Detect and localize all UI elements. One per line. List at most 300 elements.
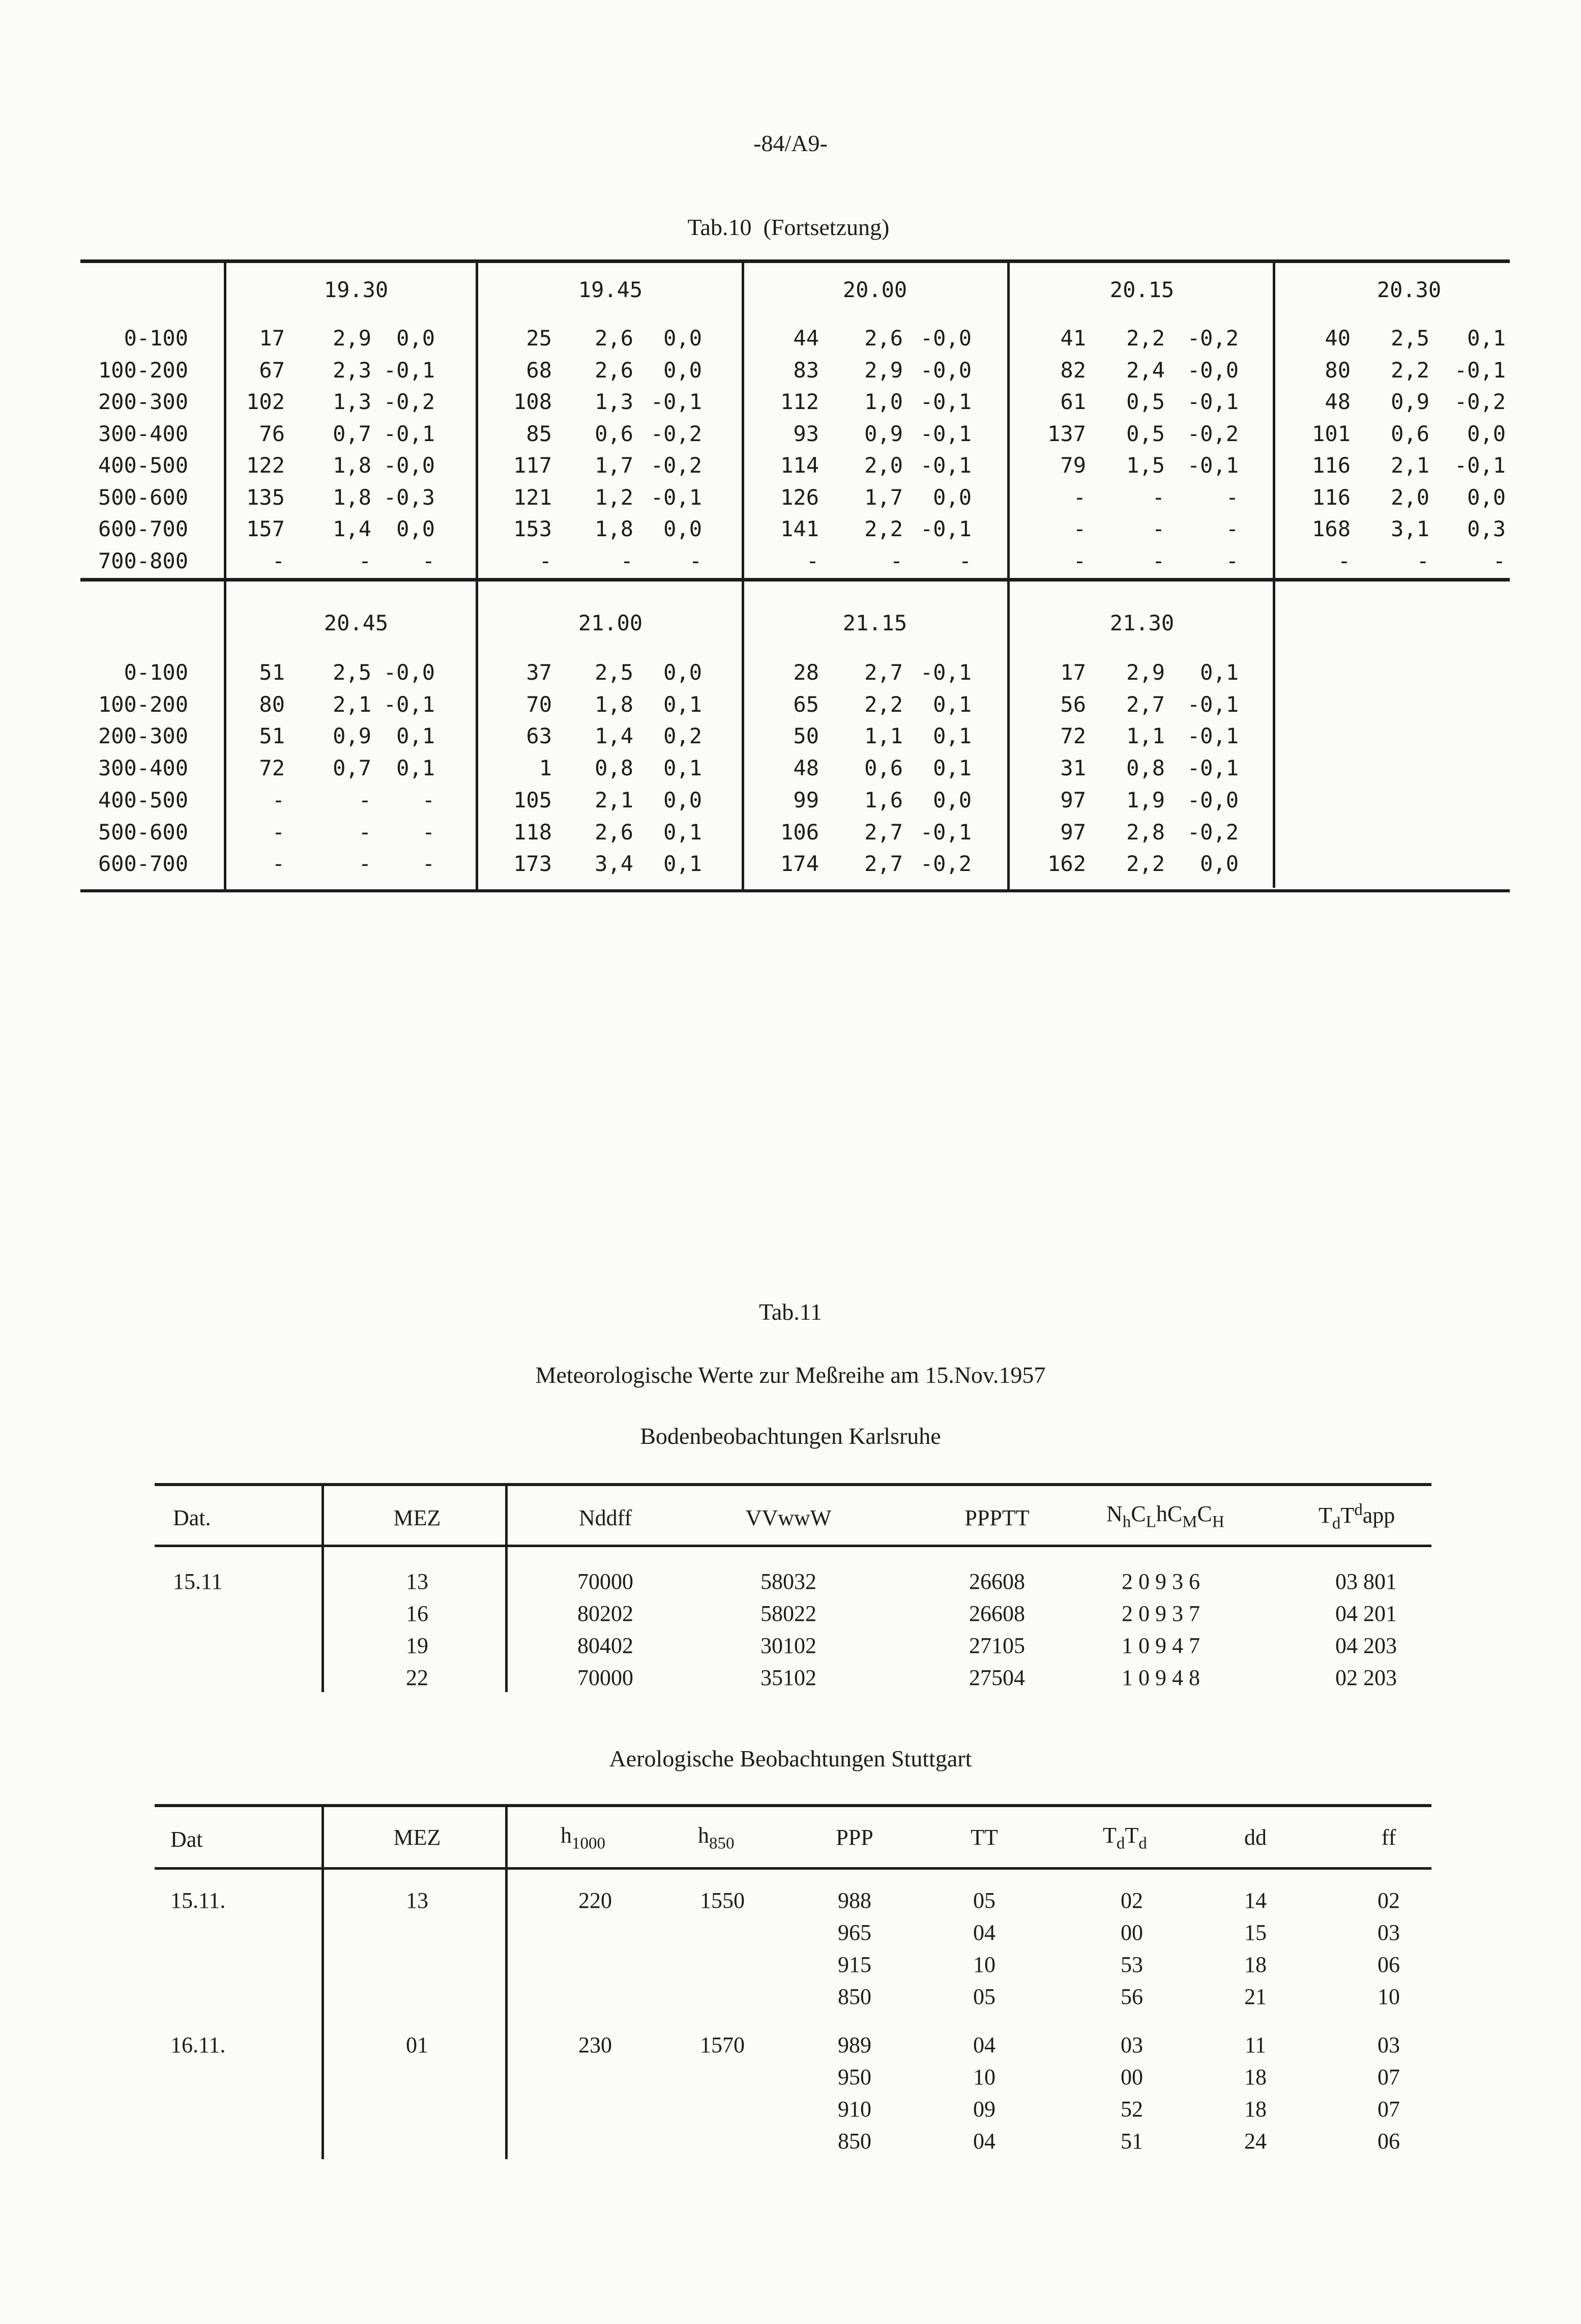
tab10-block1-cell: 0,5 — [1126, 389, 1165, 414]
aero-cell-value: 09 — [973, 2097, 996, 2122]
tab10-block1-cell: 2,6 — [595, 326, 633, 351]
tab10-block2-cell: - — [358, 851, 371, 877]
tab10-block1-cell: 102 — [246, 389, 285, 414]
tab10-block2-cell: 0,2 — [663, 723, 702, 749]
boden-header-nh-sub: h — [1122, 1513, 1131, 1531]
tab10-block1-cell: 0,0 — [663, 326, 702, 351]
tab10-block1-cell: 0,0 — [663, 357, 702, 383]
tab10-block1-cell: - — [272, 548, 285, 573]
tab10-block2-cell: 0,1 — [396, 723, 435, 749]
tab10-block1-cell: -0,2 — [650, 421, 702, 446]
aero-cell-value: 07 — [1378, 2097, 1400, 2122]
aero-cell-mez: 13 — [406, 1888, 428, 1913]
aero-header-h850-h: h — [698, 1823, 709, 1848]
tab10-block1-row-label: 500-600 — [98, 484, 188, 510]
tab10-block1-row-label: 700-800 — [98, 548, 188, 573]
aero-header-tdtd — [1103, 1822, 1147, 1853]
tab10-block1-cell: - — [689, 548, 702, 573]
boden-cell-cloud: 1 0 9 4 7 — [1122, 1633, 1200, 1658]
tab10-block1-cell: 2,6 — [595, 357, 633, 383]
aero-vline-1 — [321, 1806, 324, 2159]
boden-header-tdapp — [1319, 1501, 1395, 1533]
tab10-block2-cell: - — [358, 787, 371, 812]
tab10-block2-cell: 105 — [513, 787, 552, 812]
tab10-block1-cell: 126 — [780, 484, 819, 510]
aero-cell-value: 18 — [1244, 2097, 1267, 2122]
tab10-block1-cell: - — [1416, 548, 1429, 573]
tab10-block2-cell: 1,9 — [1126, 787, 1165, 812]
tab10-block1-cell: 76 — [259, 421, 285, 446]
tab10-block2-cell: 2,7 — [864, 851, 903, 877]
tab10-block1-cell: - — [1152, 548, 1165, 573]
tab10-block1-cell: 1,3 — [595, 389, 633, 414]
aero-cell-value: 03 — [1121, 2032, 1143, 2057]
tab10-block2-cell: 0,1 — [1200, 660, 1239, 685]
boden-header-ch-sub: H — [1212, 1513, 1224, 1531]
boden-header-cl: C — [1131, 1501, 1146, 1526]
tab10-block2-row-label: 200-300 — [98, 723, 188, 749]
boden-header-mez: MEZ — [393, 1505, 441, 1530]
tab10-block1-cell: 85 — [526, 421, 552, 446]
tab10-vline-5 — [1273, 262, 1275, 888]
boden-head-rule — [155, 1545, 1431, 1547]
tab10-block1-cell: -0,1 — [383, 421, 435, 446]
page-number: -84/A9- — [753, 130, 828, 156]
boden-header-cm-sub: M — [1182, 1513, 1197, 1531]
boden-header-vvwww: VVwwW — [745, 1505, 832, 1530]
boden-cell-mez: 13 — [406, 1569, 428, 1594]
boden-header-td2-sub: d — [1354, 1501, 1363, 1519]
boden-top-rule — [155, 1483, 1431, 1486]
tab10-block1-cell: 2,2 — [864, 516, 903, 541]
tab10-block2-cell: -0,2 — [920, 851, 972, 877]
tab10-block1-cell: 0,1 — [1467, 326, 1506, 351]
aero-cell-value: 51 — [1121, 2129, 1143, 2154]
tab10-block1-cell: 2,9 — [333, 326, 371, 351]
tab10-block2-cell: 173 — [513, 851, 552, 877]
boden-cell-nddff: 70000 — [577, 1665, 633, 1690]
tab10-block1-cell: 1,8 — [333, 453, 371, 478]
tab10-block1-cell: 82 — [1060, 357, 1086, 383]
tab10-block1-row-label: 300-400 — [98, 421, 188, 446]
tab10-block1-cell: 0,0 — [1467, 484, 1506, 510]
tab10-block2-cell: 1,6 — [864, 787, 903, 812]
aero-subtitle: Aerologische Beobachtungen Stuttgart — [609, 1746, 972, 1771]
tab10-block2-cell: 1,4 — [595, 723, 633, 749]
tab10-block2-cell: - — [422, 851, 435, 877]
tab10-block2-cell: 0,0 — [1200, 851, 1239, 877]
tab10-block2-cell: 99 — [793, 787, 819, 812]
tab10-block2-cell: 2,7 — [1126, 691, 1165, 717]
tab10-block1-row-label: 200-300 — [98, 389, 188, 414]
aero-cell-value: 850 — [838, 1984, 871, 2009]
tab10-block2-cell: 0,1 — [933, 723, 972, 749]
tab10-block1-cell: 2,5 — [1391, 326, 1429, 351]
tab10-block1-cell: 41 — [1060, 326, 1086, 351]
aero-top-rule — [155, 1804, 1431, 1807]
tab10-block1-cell: -0,1 — [650, 389, 702, 414]
tab10-block1-cell: -0,2 — [1187, 326, 1239, 351]
tab10-block2-cell: 2,5 — [595, 660, 633, 685]
tab10-block1-cell: 1,7 — [864, 484, 903, 510]
boden-cell-ppptt: 26608 — [969, 1601, 1025, 1626]
tab10-block1-cell: -0,1 — [920, 516, 972, 541]
aero-cell-value: 965 — [838, 1920, 871, 1945]
boden-header-nddff: Nddff — [578, 1505, 632, 1530]
aero-cell-value: 988 — [838, 1888, 871, 1913]
tab10-block1-cell: 2,9 — [864, 357, 903, 383]
aero-cell-value: 04 — [973, 2032, 996, 2057]
aero-cell-value: 02 — [1378, 1888, 1400, 1913]
aero-cell-h850: 1550 — [700, 1888, 745, 1913]
tab10-block1-cell: -0,0 — [383, 453, 435, 478]
tab10-block2-cell: 31 — [1060, 756, 1086, 781]
tab10-block1-cell: 0,0 — [663, 516, 702, 541]
tab10-block2-cell: 3,4 — [595, 851, 633, 877]
tab10-block1-cell: 168 — [1312, 516, 1351, 541]
tab10-block1-time-3: 20.15 — [1109, 277, 1175, 302]
tab10-block1-cell: 0,0 — [1467, 421, 1506, 446]
tab10-block2-cell: -0,1 — [383, 691, 435, 717]
boden-cell-vvwww: 58032 — [760, 1569, 816, 1594]
tab10-block2-cell: 0,8 — [595, 756, 633, 781]
tab10-block2-cell: 97 — [1060, 787, 1086, 812]
tab10-block1-cell: - — [806, 548, 819, 573]
aero-cell-h850: 1570 — [700, 2032, 745, 2057]
boden-header-td2: T — [1340, 1502, 1355, 1528]
aero-cell-value: 24 — [1244, 2129, 1267, 2154]
boden-cell-cloud: 2 0 9 3 7 — [1122, 1601, 1200, 1626]
tab10-block2-cell: 56 — [1060, 691, 1086, 717]
tab10-block1-cell: -0,1 — [383, 357, 435, 383]
aero-cell-value: 10 — [973, 1952, 996, 1977]
aero-header-tdtd2: T — [1125, 1823, 1139, 1848]
aero-cell-value: 10 — [1378, 1984, 1400, 2009]
tab10-block1-cell: - — [539, 548, 552, 573]
tab10-block1-cell: 0,6 — [595, 421, 633, 446]
boden-header-td1-sub: d — [1332, 1514, 1341, 1533]
tab10-block1-cell: - — [1073, 548, 1086, 573]
boden-header-td1: T — [1319, 1502, 1332, 1528]
aero-cell-date: 15.11. — [170, 1888, 226, 1913]
aero-header-h850 — [698, 1822, 735, 1853]
tab10-block1-cell: 61 — [1060, 389, 1086, 414]
tab10-block1-cell: - — [1225, 516, 1239, 541]
tab10-block1-cell: 108 — [513, 389, 552, 414]
boden-cell-ppptt: 27504 — [969, 1665, 1025, 1690]
boden-cell-nddff: 80402 — [577, 1633, 633, 1658]
tab10-block2-cell: 97 — [1060, 819, 1086, 845]
tab10-block1-cell: 3,1 — [1391, 516, 1429, 541]
tab10-block2-cell: 0,1 — [933, 756, 972, 781]
tab10-block1-row-label: 100-200 — [98, 357, 188, 383]
tab10-block2-cell: 0,1 — [663, 819, 702, 845]
tab10-block1-cell: 1,8 — [595, 516, 633, 541]
tab10-block2-cell: 0,1 — [663, 691, 702, 717]
aero-cell-mez: 01 — [406, 2032, 428, 2057]
aero-cell-h1000: 230 — [578, 2032, 612, 2057]
tab10-block1-cell: - — [1152, 484, 1165, 510]
tab10-block1-cell: -0,2 — [1187, 421, 1239, 446]
boden-cell-mez: 22 — [406, 1665, 428, 1690]
boden-cell-tdapp: 04 203 — [1335, 1633, 1397, 1658]
tab10-block2-time-0: 20.45 — [324, 611, 389, 635]
tab10-block1-cell: -0,2 — [1454, 389, 1506, 414]
aero-cell-value: 05 — [973, 1888, 996, 1913]
tab10-block1-cell: -0,2 — [650, 453, 702, 478]
tab10-block2-cell: 80 — [259, 691, 285, 717]
tab10-block2-row-label: 300-400 — [98, 756, 188, 781]
boden-cell-mez: 16 — [406, 1601, 428, 1626]
tab10-block1-cell: 137 — [1047, 421, 1086, 446]
boden-cell-cloud: 2 0 9 3 6 — [1122, 1569, 1200, 1594]
tab10-block2-cell: 0,0 — [663, 787, 702, 812]
boden-cell-nddff: 80202 — [577, 1601, 633, 1626]
tab10-block1-cell: - — [958, 548, 972, 573]
tab10-block2-cell: 65 — [793, 691, 819, 717]
aero-cell-value: 53 — [1121, 1952, 1143, 1977]
tab10-block1-cell: -0,0 — [920, 326, 972, 351]
aero-cell-value: 15 — [1244, 1920, 1267, 1945]
tab10-block1-time-0: 19.30 — [324, 277, 389, 302]
tab10-block1-cell: 48 — [1325, 389, 1351, 414]
tab10-block1-cell: 67 — [259, 357, 285, 383]
aero-cell-value: 04 — [973, 1920, 996, 1945]
aero-cell-date: 16.11. — [170, 2032, 226, 2057]
tab10-block1-cell: - — [1225, 548, 1239, 573]
tab10-block1-cell: 121 — [513, 484, 552, 510]
aero-cell-value: 915 — [838, 1952, 871, 1977]
boden-cell-nddff: 70000 — [577, 1569, 633, 1594]
boden-header-nh: N — [1106, 1501, 1123, 1526]
tab10-block2-cell: -0,0 — [383, 660, 435, 685]
tab10-block2-cell: 0,9 — [333, 723, 371, 749]
tab10-block1-time-1: 19.45 — [578, 277, 643, 302]
boden-header-ppptt: PPPTT — [964, 1505, 1030, 1530]
tab10-block2-cell: 174 — [780, 851, 819, 877]
tab10-block2-cell: - — [422, 819, 435, 845]
tab10-block1-cell: 101 — [1312, 421, 1351, 446]
tab10-block1-cell: 2,1 — [1391, 453, 1429, 478]
tab10-block1-cell: 0,0 — [396, 326, 435, 351]
tab10-block1-cell: - — [890, 548, 903, 573]
tab10-block2-cell: -0,1 — [920, 819, 972, 845]
aero-vline-2 — [505, 1806, 508, 2159]
tab10-block2-cell: 48 — [793, 756, 819, 781]
tab10-block2-cell: -0,1 — [1187, 691, 1239, 717]
tab10-block1-cell: 2,4 — [1126, 357, 1165, 383]
tab10-block1-cell: 80 — [1325, 357, 1351, 383]
tab10-block1-cell: - — [358, 548, 371, 573]
tab10-block1-cell: -0,1 — [1187, 453, 1239, 478]
boden-cell-tdapp: 03 801 — [1335, 1569, 1397, 1594]
tab10-block1-cell: 2,2 — [1126, 326, 1165, 351]
tab10-block2-cell: 0,1 — [396, 756, 435, 781]
tab10-block1-cell: 0,9 — [1391, 389, 1429, 414]
tab10-block1-cell: -0,1 — [920, 389, 972, 414]
tab10-block2-cell: 0,1 — [663, 851, 702, 877]
boden-cell-tdapp: 02 203 — [1335, 1665, 1397, 1690]
tab10-block1-cell: 25 — [526, 326, 552, 351]
tab10-block2-cell: 1,8 — [595, 691, 633, 717]
tab10-block2-cell: 2,9 — [1126, 660, 1165, 685]
aero-header-h850-sub: 850 — [709, 1834, 735, 1853]
aero-cell-value: 02 — [1121, 1888, 1143, 1913]
tab10-block2-row-label: 0-100 — [124, 660, 188, 685]
tab10-block2-cell: 51 — [259, 660, 285, 685]
aero-cell-value: 05 — [973, 1984, 996, 2009]
tab10-block1-cell: 2,6 — [864, 326, 903, 351]
tab10-block2-row-label: 400-500 — [98, 787, 188, 812]
boden-header-cloud — [1106, 1501, 1224, 1532]
aero-header-tt: TT — [971, 1825, 998, 1850]
tab10-block2-time-1: 21.00 — [578, 611, 643, 635]
aero-cell-value: 910 — [838, 2097, 871, 2122]
tab10-block1-cell: -0,3 — [383, 484, 435, 510]
boden-cell-tdapp: 04 201 — [1335, 1601, 1397, 1626]
aero-header-tdtd1: T — [1103, 1823, 1117, 1848]
aero-header-mez: MEZ — [393, 1825, 441, 1850]
tab10-block2-cell: 2,5 — [333, 660, 371, 685]
tab10-block1-cell: -0,1 — [1454, 357, 1506, 383]
tab10-block2-cell: 2,6 — [595, 819, 633, 845]
tab10-block2-cell: 72 — [259, 756, 285, 781]
tab10-block1-cell: 135 — [246, 484, 285, 510]
aero-cell-value: 10 — [973, 2065, 996, 2089]
boden-header-h: hC — [1156, 1501, 1183, 1526]
tab10-block1-cell: -0,1 — [1187, 389, 1239, 414]
tab10-block2-cell: 2,2 — [864, 691, 903, 717]
tab10-block2-cell: 72 — [1060, 723, 1086, 749]
tab10-block1-cell: 68 — [526, 357, 552, 383]
aero-cell-value: 03 — [1378, 1920, 1400, 1945]
tab10-block2-cell: - — [272, 819, 285, 845]
tab10-block1-cell: 116 — [1312, 453, 1351, 478]
aero-head-rule — [155, 1867, 1431, 1870]
tab10-block1-cell: -0,1 — [1454, 453, 1506, 478]
aero-cell-value: 00 — [1121, 2065, 1143, 2089]
tab10-block1-cell: 0,6 — [1391, 421, 1429, 446]
tab10-block2-cell: 0,8 — [1126, 756, 1165, 781]
tab10-block2-cell: 70 — [526, 691, 552, 717]
tab10-block1-row-label: 600-700 — [98, 516, 188, 541]
tab10-block2-cell: 51 — [259, 723, 285, 749]
aero-header-ppp: PPP — [836, 1825, 873, 1850]
tab10-block1-cell: - — [1073, 484, 1086, 510]
tab10-block1-cell: - — [1492, 548, 1506, 573]
tab10-block2-cell: -0,1 — [1187, 723, 1239, 749]
tab10-block2-cell: 37 — [526, 660, 552, 685]
tab10-block1-cell: 1,5 — [1126, 453, 1165, 478]
boden-vline-1 — [321, 1485, 324, 1692]
boden-cell-ppptt: 27105 — [969, 1633, 1025, 1658]
tab10-block2-cell: 1 — [539, 756, 552, 781]
tab10-block2-cell: 0,0 — [933, 787, 972, 812]
aero-cell-value: 06 — [1378, 1952, 1400, 1977]
tab10-block1-cell: 157 — [246, 516, 285, 541]
tab10-block2-cell: -0,0 — [1187, 787, 1239, 812]
boden-header-dat: Dat. — [173, 1505, 211, 1530]
aero-cell-value: 850 — [838, 2129, 871, 2154]
boden-header-app: app — [1362, 1502, 1395, 1528]
tab10-block2-cell: -0,1 — [1187, 756, 1239, 781]
tab10-block1-cell: 2,0 — [864, 453, 903, 478]
tab10-block1-cell: 153 — [513, 516, 552, 541]
tab10-block2-cell: 1,1 — [864, 723, 903, 749]
tab10-mid-rule — [80, 578, 1510, 582]
boden-header-cl-sub: L — [1146, 1513, 1156, 1531]
tab10-block2-cell: 162 — [1047, 851, 1086, 877]
tab10-block1-cell: 1,3 — [333, 389, 371, 414]
aero-cell-value: 06 — [1378, 2129, 1400, 2154]
tab10-caption: Tab.10 (Fortsetzung) — [687, 214, 890, 240]
tab11-caption: Tab.11 — [758, 1299, 823, 1325]
aero-cell-value: 11 — [1244, 2032, 1267, 2057]
boden-cell-vvwww: 35102 — [760, 1665, 816, 1690]
tab11-title: Meteorologische Werte zur Meßreihe am 15.Nov.1957 — [535, 1362, 1046, 1388]
tab10-block1-cell: - — [1073, 516, 1086, 541]
tab10-block1-cell: 0,9 — [864, 421, 903, 446]
tab10-block2-cell: - — [272, 851, 285, 877]
tab10-block1-cell: 17 — [259, 326, 285, 351]
tab10-block1-cell: 116 — [1312, 484, 1351, 510]
aero-header-tdtd2-sub: d — [1138, 1834, 1147, 1853]
aero-cell-value: 07 — [1378, 2065, 1400, 2089]
tab10-block1-cell: - — [1152, 516, 1165, 541]
tab10-block1-cell: 0,7 — [333, 421, 371, 446]
tab10-block1-cell: 1,0 — [864, 389, 903, 414]
boden-cell-mez: 19 — [406, 1633, 428, 1658]
tab10-block2-time-3: 21.30 — [1109, 611, 1175, 635]
tab10-block1-cell: -0,1 — [650, 484, 702, 510]
aero-cell-value: 00 — [1121, 1920, 1143, 1945]
aero-cell-value: 03 — [1378, 2032, 1400, 2057]
tab10-block1-cell: - — [1337, 548, 1351, 573]
tab10-block2-cell: 0,1 — [933, 691, 972, 717]
tab10-block2-cell: - — [422, 787, 435, 812]
tab10-block1-row-label: 0-100 — [124, 326, 188, 351]
tab10-block2-cell: 50 — [793, 723, 819, 749]
tab10-block1-time-4: 20.30 — [1377, 277, 1442, 302]
tab10-block1-cell: -0,0 — [920, 357, 972, 383]
tab10-block2-cell: 2,8 — [1126, 819, 1165, 845]
aero-cell-value: 04 — [973, 2129, 996, 2154]
tab10-block2-cell: 118 — [513, 819, 552, 845]
tab10-block1-cell: 2,0 — [1391, 484, 1429, 510]
aero-header-dat: Dat — [170, 1827, 203, 1852]
boden-cell-vvwww: 30102 — [760, 1633, 816, 1658]
tab10-block1-cell: 1,4 — [333, 516, 371, 541]
boden-subtitle: Bodenbeobachtungen Karlsruhe — [640, 1423, 941, 1449]
aero-cell-value: 56 — [1121, 1984, 1143, 2009]
aero-cell-value: 989 — [838, 2032, 871, 2057]
tab10-block2-cell: 0,0 — [663, 660, 702, 685]
tab10-block1-row-label: 400-500 — [98, 453, 188, 478]
tab10-top-rule — [80, 259, 1510, 263]
tab10-block2-cell: 2,7 — [864, 660, 903, 685]
boden-cell-ppptt: 26608 — [969, 1569, 1025, 1594]
tab10-block2-cell: 17 — [1060, 660, 1086, 685]
tab10-block2-cell: 2,1 — [333, 691, 371, 717]
tab10-block1-cell: -0,2 — [383, 389, 435, 414]
tab10-block1-cell: 2,2 — [1391, 357, 1429, 383]
boden-cell-vvwww: 58022 — [760, 1601, 816, 1626]
aero-header-h1000 — [561, 1822, 605, 1853]
tab10-block1-cell: 141 — [780, 516, 819, 541]
aero-cell-value: 21 — [1244, 1984, 1267, 2009]
tab10-block1-cell: 122 — [246, 453, 285, 478]
tab10-block1-cell: 1,7 — [595, 453, 633, 478]
